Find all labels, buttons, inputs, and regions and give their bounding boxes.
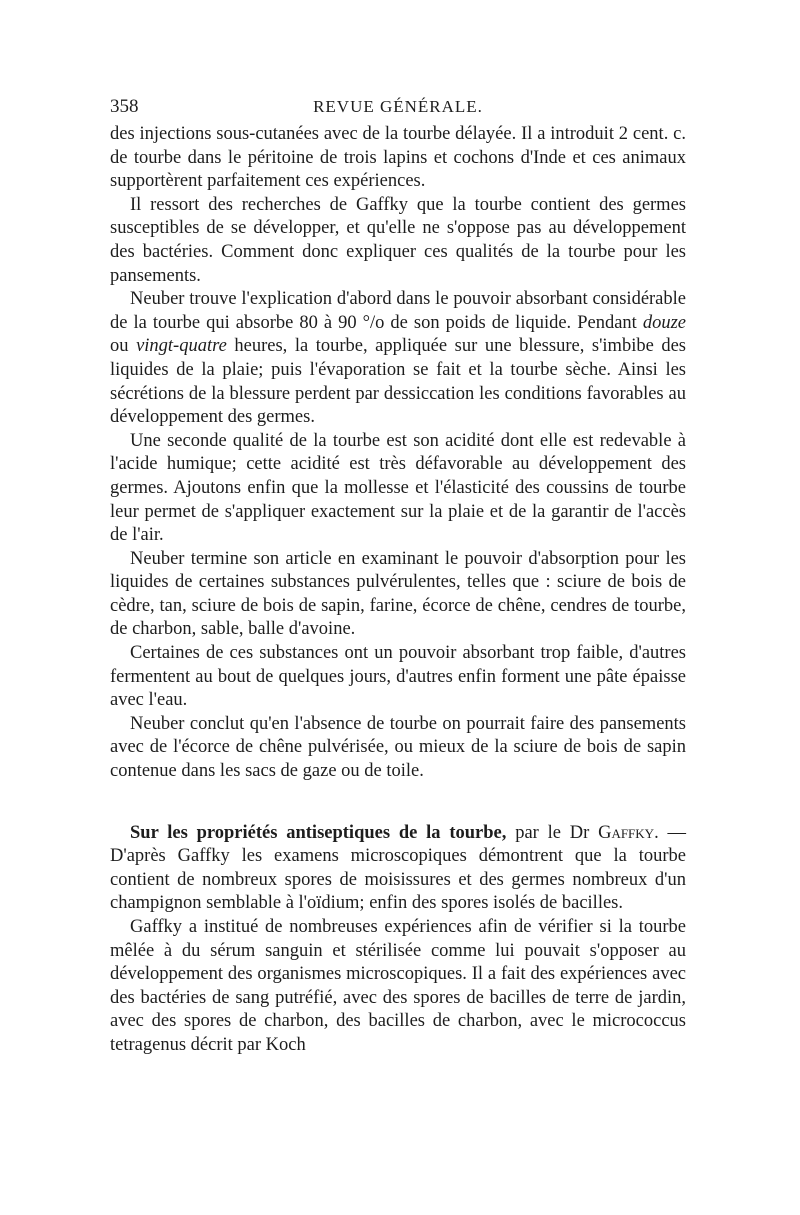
paragraph-text: ou xyxy=(110,336,137,357)
paragraph: Neuber termine son article en examinant le pouvoir d'absorption pour les liquides de certaines substances pulvérulentes, telles que : sciure de bois de cèdre, tan, sciure de bois de sapin, farine, écorce de chêne, cendres de tourbe, de charbon, sable, balle d'avoine. xyxy=(110,548,686,640)
journal-page xyxy=(110,95,686,1058)
paragraph: Il ressort des recherches de Gaffky que la tourbe contient des germes susceptibles de se développer, et qu'elle ne s'oppose pas au développement des bactéries. Comment donc expliquer ces qualités de la tourbe pour les pansements. xyxy=(110,194,686,286)
author-prefix: par le Dr xyxy=(506,822,599,843)
italic-term: vingt-quatre xyxy=(136,336,227,357)
running-title: REVUE GÉNÉRALE. xyxy=(313,97,483,116)
section-heading: Sur les propriétés antiseptiques de la tourbe, xyxy=(130,822,507,843)
paragraph-text: Neuber trouve l'explication d'abord dans le pouvoir absorbant considérable de la tourbe qui absorbe 80 à 90 °/o de son poids de liquide. Pendant xyxy=(110,289,686,333)
section-paragraph xyxy=(110,822,686,916)
paragraph: Gaffky a institué de nombreuses expériences afin de vérifier si la tourbe mêlée à du sérum sanguin et stérilisée comme lui pouvait s'opposer au développement des organismes microscopiques. Il a fait des expériences avec des bactéries de sang putréfié, avec des spores de bacilles de terre de jardin, avec des spores de charbon, des bacilles de charbon, avec le micrococcus tetragenus décrit par Koch xyxy=(110,917,686,1055)
paragraph xyxy=(110,288,686,430)
paragraph-text: heures, la tourbe, appliquée sur une blessure, s'imbibe des liquides de la plaie; puis l'évaporation se fait et la tourbe sèche. Ainsi les sécrétions de la blessure perdent par dessiccation les conditions favorables au développement des germes. xyxy=(110,336,687,428)
page-header xyxy=(110,95,686,123)
paragraph: Une seconde qualité de la tourbe est son acidité dont elle est redevable à l'acide humique; cette acidité est très défavorable au développement des germes. Ajoutons enfin que la mollesse et l'élasticité des coussins de tourbe leur permet de s'appliquer exactement sur la plaie et de la garantir de l'accès de l'air. xyxy=(110,430,686,546)
author-name: Gaffky. xyxy=(598,822,659,843)
paragraph: des injections sous-cutanées avec de la tourbe délayée. Il a introduit 2 cent. c. de tourbe dans le péritoine de trois lapins et cochons d'Inde et ces animaux supportèrent parfaitement ces expériences. xyxy=(110,124,686,192)
italic-term: douze xyxy=(642,312,686,333)
paragraph: Neuber conclut qu'en l'absence de tourbe on pourrait faire des pansements avec de l'écorce de chêne pulvérisée, ou mieux de la sciure de bois de sapin contenue dans les sacs de gaze ou de toile. xyxy=(110,713,686,782)
page-number: 358 xyxy=(110,96,139,117)
section-intro: — D'après Gaffky les examens microscopiques démontrent que la tourbe contient de nombreux spores de moisissures et des germes nombreux d'un champignon semblable à l'oïdium; enfin des spores isolés de bacilles. xyxy=(110,822,686,914)
body-text xyxy=(110,123,686,1058)
paragraph: Certaines de ces substances ont un pouvoir absorbant trop faible, d'autres fermentent au bout de quelques jours, d'autres enfin forment une pâte épaisse avec l'eau. xyxy=(110,643,686,711)
section-separator xyxy=(110,784,686,822)
